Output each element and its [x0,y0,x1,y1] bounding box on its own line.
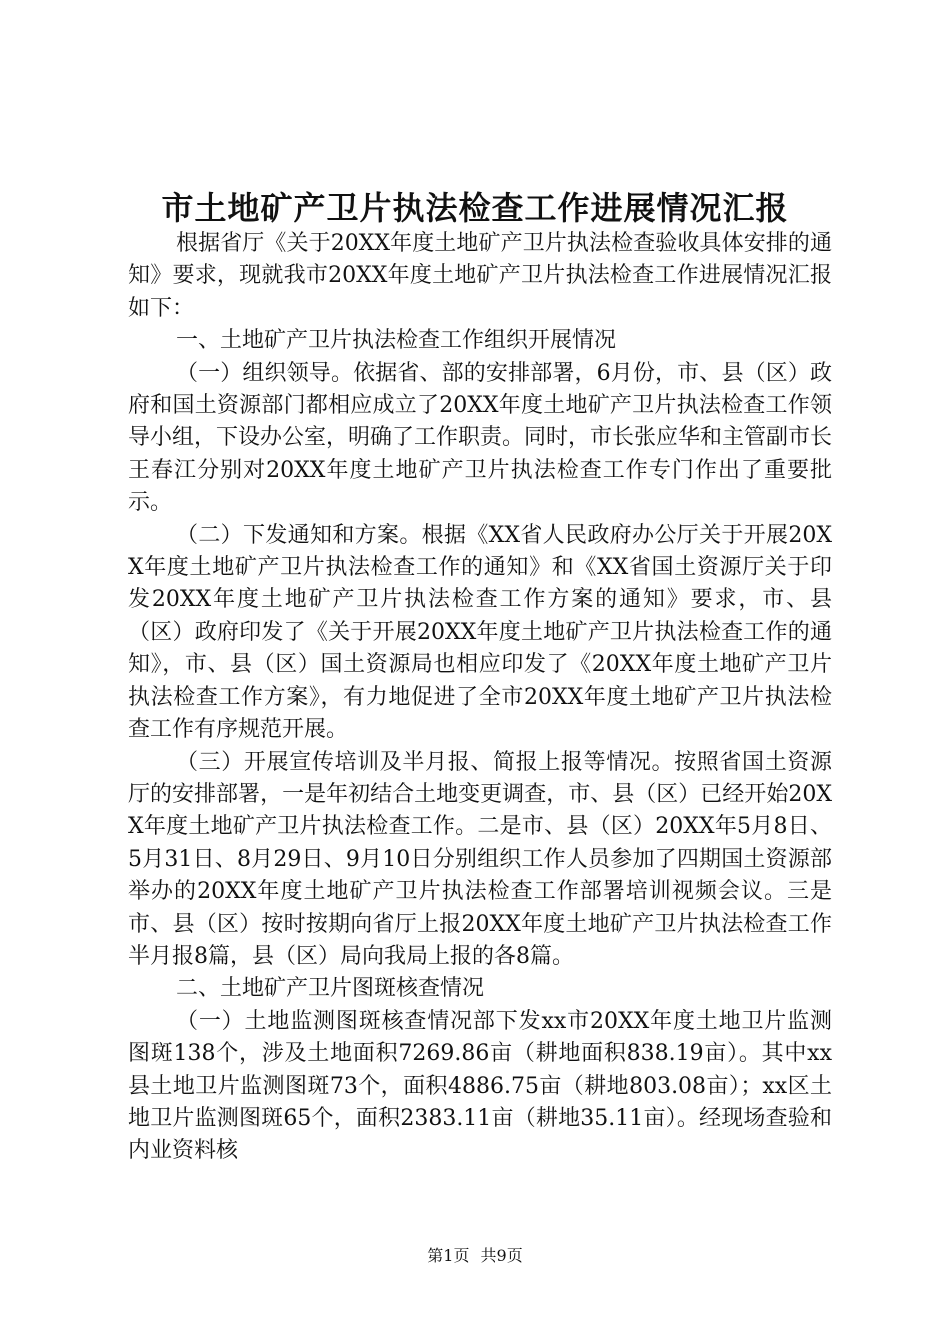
paragraph-notices: （二）下发通知和方案。根据《XX省人民政府办公厅关于开展20XX年度土地矿产卫片执法检查工作的通知》和《XX省国土资源厅关于印发20XX年度土地矿产卫片执法检查工作方案的通知》要求，市、县（区）政府印发了《关于开展20XX年度土地矿产卫片执法检查工作的通知》，市、县（区）国土资源局也相应印发了《20XX年度土地矿产卫片执法检查工作方案》，有力地促进了全市20XX年度土地矿产卫片执法检查工作有序规范开展。 [128,522,832,743]
page-number: 第1页 [427,1246,470,1265]
paragraph-land-monitoring: （一）土地监测图斑核查情况部下发xx市20XX年度土地卫片监测图斑138个，涉及土地面积7269.86亩（耕地面积838.19亩）。其中xx县土地卫片监测图斑73个，面积4886.75亩（耕地803.08亩）；xx区土地卫片监测图斑65个，面积2383.11亩（耕地35.11亩）。经现场查验和内业资料核 [128,1008,832,1164]
paragraph-organization: （一）组织领导。依据省、部的安排部署，6月份，市、县（区）政府和国土资源部门都相应成立了20XX年度土地矿产卫片执法检查工作领导小组，下设办公室，明确了工作职责。同时，市长张应华和主管副市长王春江分别对20XX年度土地矿产卫片执法检查工作专门作出了重要批示。 [128,360,833,516]
section-heading-2: 二、土地矿产卫片图斑核查情况 [176,976,485,1002]
document-title: 市土地矿产卫片执法检查工作进展情况汇报 [161,189,789,227]
paragraph-training: （三）开展宣传培训及半月报、简报上报等情况。按照省国土资源厅的安排部署，一是年初结合土地变更调查，市、县（区）已经开始20XX年度土地矿产卫片执法检查工作。二是市、县（区）20XX年5月8日、5月31日、8月29日、9月10日分别组织工作人员参加了四期国土资源部举办的20XX年度土地矿产卫片执法检查工作部署培训视频会议。三是市、县（区）按时按期向省厅上报20XX年度土地矿产卫片执法检查工作半月报8篇，县（区）局向我局上报的各8篇。 [128,749,832,969]
page-total: 共9页 [480,1246,523,1265]
document-body [128,228,832,1168]
page-footer [0,1244,950,1268]
intro-paragraph: 根据省厅《关于20XX年度土地矿产卫片执法检查验收具体安排的通知》要求，现就我市20XX年度土地矿产卫片执法检查工作进展情况汇报如下： [128,231,832,321]
section-heading-1: 一、土地矿产卫片执法检查工作组织开展情况 [176,328,617,354]
